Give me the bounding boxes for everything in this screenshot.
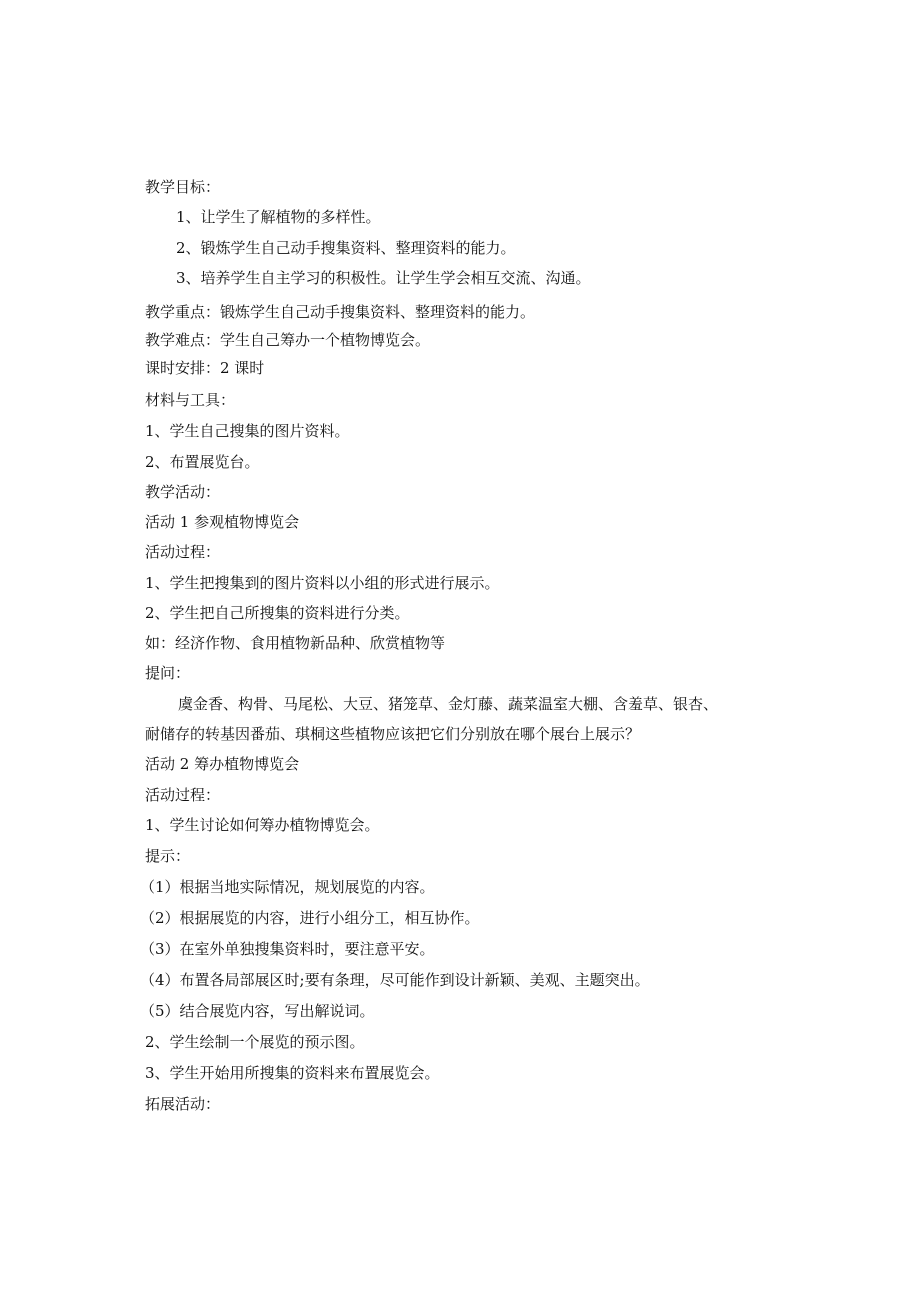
heading-extension-activity: 拓展活动： [145,1095,221,1113]
teaching-focus: 教学重点：锻炼学生自己动手搜集资料、整理资料的能力。 [145,303,536,321]
question-heading: 提问： [145,664,191,682]
hint-item-2: （2）根据展览的内容，进行小组分工，相互协作。 [140,909,480,927]
teaching-difficulty: 教学难点：学生自己筹办一个植物博览会。 [145,331,431,349]
activity-1-title: 活动 1 参观植物博览会 [145,513,300,531]
classification-example: 如：经济作物、食用植物新品种、欣赏植物等 [145,634,446,652]
activity-1-step-1: 1、学生把搜集到的图片资料以小组的形式进行展示。 [145,574,500,592]
material-item-1: 1、学生自己搜集的图片资料。 [145,422,350,440]
activity-2-step-3: 3、学生开始用所搜集的资料来布置展览会。 [145,1064,440,1082]
heading-teaching-goals: 教学目标： [145,178,221,196]
activity-2-step-1: 1、学生讨论如何筹办植物博览会。 [145,816,380,834]
lesson-schedule: 课时安排：2 课时 [145,359,265,377]
activity-1-step-2: 2、学生把自己所搜集的资料进行分类。 [145,604,410,622]
hint-item-4: （4）布置各局部展区时;要有条理，尽可能作到设计新颖、美观、主题突出。 [140,971,650,989]
activity-2-title: 活动 2 筹办植物博览会 [145,755,300,773]
hint-item-5: （5）结合展览内容，写出解说词。 [140,1002,375,1020]
activity-2-process-heading: 活动过程： [145,786,221,804]
material-item-2: 2、布置展览台。 [145,453,260,471]
goal-item-3: 3、培养学生自主学习的积极性。让学生学会相互交流、沟通。 [176,269,591,287]
hint-item-1: （1）根据当地实际情况，规划展览的内容。 [140,878,435,896]
heading-teaching-activities: 教学活动： [145,483,221,501]
hint-item-3: （3）在室外单独搜集资料时，要注意平安。 [140,940,435,958]
question-text-line-2: 耐储存的转基因番茄、琪桐这些植物应该把它们分别放在哪个展台上展示？ [145,725,641,743]
heading-materials: 材料与工具： [145,391,236,409]
goal-item-1: 1、让学生了解植物的多样性。 [176,208,381,226]
goal-item-2: 2、锻炼学生自己动手搜集资料、整理资料的能力。 [176,239,516,257]
activity-1-process-heading: 活动过程： [145,543,221,561]
question-text-line-1: 虞金香、构骨、马尾松、大豆、猪笼草、金灯藤、蔬菜温室大棚、含羞草、银杏、 [178,695,719,713]
activity-2-step-2: 2、学生绘制一个展览的预示图。 [145,1033,365,1051]
hint-heading: 提示： [145,847,191,865]
